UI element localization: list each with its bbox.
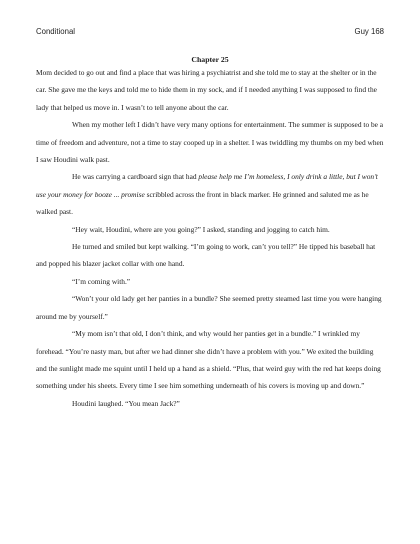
paragraph-6: “I’m coming with.” — [72, 276, 131, 286]
paragraph-8: “My mom isn’t that old, I don’t think, and why would her panties get in a bundle.” I wrinkled my forehead. “You’re nasty man, but after we had dinner she didn’t have a problem with you.” We exited the building and the sunlight made me squint until I held up a hand as a shield. “Plus, that weird guy with the red hat keeps doing something under his sheets. Every time I see him something underneath of his covers is moving up and down.” — [36, 329, 381, 391]
header-page-number: Guy 168 — [354, 27, 384, 36]
body-text — [36, 64, 384, 412]
paragraph-5: He turned and smiled but kept walking. “I’m going to work, can’t you tell?” He tipped his baseball hat and popped his blazer jacket collar with one hand. — [36, 242, 376, 269]
paragraph-3-text-after: scribbled across the front in black marker. He grinned and saluted me as he walked past. — [36, 189, 369, 217]
paragraph-2: When my mother left I didn’t have very many options for entertainment. The summer is supposed to be a time of freedom and adventure, not a time to stay cooped up in a shelter. I was twiddling my thumbs on my bed when I saw Houdini walk past. — [36, 120, 384, 165]
running-header — [36, 27, 384, 39]
sign-text-italic: please help me I’m homeless, I only drink a little, but I won’t use your money for booze ... promise — [36, 172, 378, 199]
paragraph-4: “Hey wait, Houdini, where are you going?” I asked, standing and jogging to catch him. — [72, 224, 330, 234]
paragraph-7: “Won’t your old lady get her panties in a bundle? She seemed pretty steamed last time you were hanging around me by yourself.” — [36, 294, 382, 321]
chapter-title: Chapter 25 — [191, 55, 229, 64]
header-title: Conditional — [36, 27, 76, 36]
paragraph-1: Mom decided to go out and find a place that was hiring a psychiatrist and she told me to stay at the shelter or in the car. She gave me the keys and told me to hide them in my sock, and if I needed anything I was supposed to find the lady that helped us move in. I wasn’t to tell anyone about the car. — [36, 68, 377, 112]
paragraph-9: Houdini laughed. “You mean Jack?” — [72, 398, 180, 408]
paragraph-3 — [36, 168, 384, 220]
paragraph-3-text-before: He was carrying a cardboard sign that had — [72, 172, 199, 182]
